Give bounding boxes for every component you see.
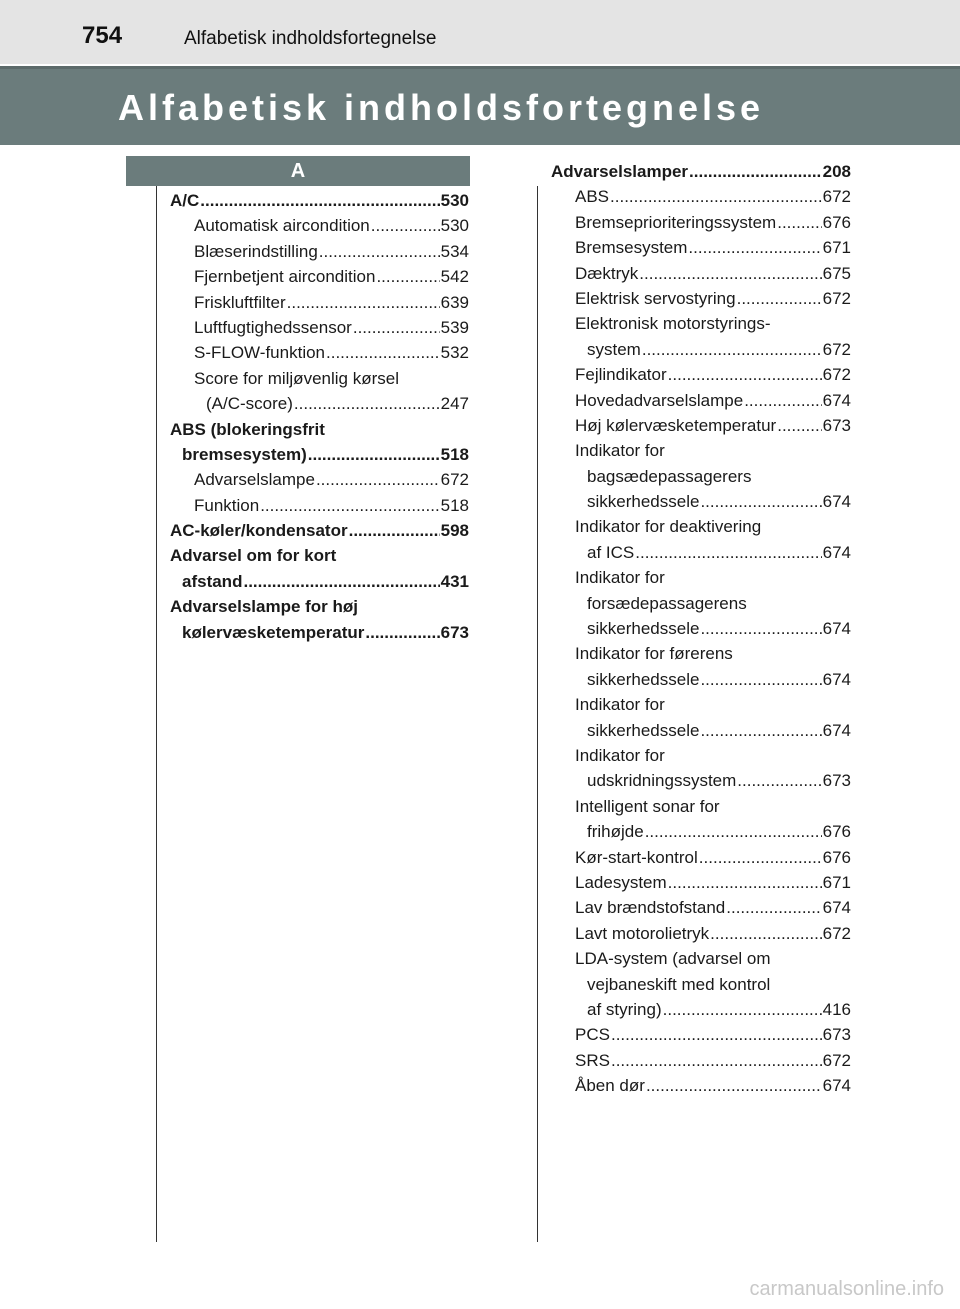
index-entry-line: Advarselslampe for høj — [170, 597, 359, 617]
watermark: carmanualsonline.info — [749, 1278, 944, 1300]
index-subentry: Fejlindikator ..... 672 — [551, 362, 851, 387]
index-column-right — [551, 159, 851, 1098]
index-subentry: frihøjde ..... 676 — [551, 819, 851, 844]
index-subentry: Lavt motorolietryk ..... 672 — [551, 921, 851, 946]
index-subentry-line: Indikator for førerens — [575, 644, 733, 664]
index-subentry: Kør-start-kontrol ..... 676 — [551, 845, 851, 870]
column-divider-right — [537, 186, 538, 1242]
index-subentry-line: Elektronisk motorstyrings- — [575, 314, 771, 334]
index-subentry-line: forsædepassagerens — [587, 593, 747, 613]
index-subentry: sikkerhedssele ..... 674 — [551, 667, 851, 692]
index-subentry: SRS ..... 672 — [551, 1048, 851, 1073]
index-entry-line: ABS (blokeringsfrit — [170, 419, 325, 439]
index-entry: A/C ..... 530 — [170, 188, 469, 213]
index-subentry-line: Indikator for — [575, 695, 665, 715]
index-subentry-line: Intelligent sonar for — [575, 796, 720, 816]
index-subentry: Hovedadvarselslampe ..... 674 — [551, 388, 851, 413]
index-subentry: Bremsesystem ..... 671 — [551, 235, 851, 260]
index-subentry: Åben dør ..... 674 — [551, 1073, 851, 1098]
index-subentry: af ICS ..... 674 — [551, 540, 851, 565]
index-subentry: Advarselslampe ..... 672 — [170, 467, 469, 492]
index-subentry: sikkerhedssele ..... 674 — [551, 489, 851, 514]
index-subentry: system ..... 672 — [551, 337, 851, 362]
index-subentry: (A/C-score) ..... 247 — [170, 391, 469, 416]
index-subentry: Friskluftfilter ..... 639 — [170, 290, 469, 315]
page-header-bar — [0, 0, 960, 64]
index-subentry: udskridningssystem ..... 673 — [551, 768, 851, 793]
index-subentry: Dæktryk ..... 675 — [551, 261, 851, 286]
index-subentry-line: LDA-system (advarsel om — [575, 949, 771, 969]
index-subentry: sikkerhedssele ..... 674 — [551, 616, 851, 641]
letter-heading: A — [126, 156, 470, 186]
banner-title: Alfabetisk indholdsfortegnelse — [118, 87, 765, 128]
index-subentry: af styring) ..... 416 — [551, 997, 851, 1022]
index-entry: afstand ..... 431 — [170, 569, 469, 594]
index-subentry: Høj kølervæsketemperatur ..... 673 — [551, 413, 851, 438]
index-subentry: Ladesystem ..... 671 — [551, 870, 851, 895]
page-number: 754 — [82, 22, 123, 49]
index-entry: AC-køler/kondensator ..... 598 — [170, 518, 469, 543]
index-subentry-line: Indikator for — [575, 568, 665, 588]
index-entry: Advarselslamper ..... 208 — [551, 159, 851, 184]
index-subentry: Fjernbetjent aircondition ..... 542 — [170, 264, 469, 289]
index-subentry-line: Indikator for deaktivering — [575, 517, 762, 537]
index-subentry-line: bagsædepassagerers — [587, 466, 752, 486]
index-subentry: sikkerhedssele ..... 674 — [551, 718, 851, 743]
index-subentry: Funktion ..... 518 — [170, 493, 469, 518]
column-divider-left — [156, 186, 157, 1242]
index-subentry: PCS ..... 673 — [551, 1022, 851, 1047]
index-subentry: Blæserindstilling ..... 534 — [170, 239, 469, 264]
index-subentry: Bremseprioriteringssystem ..... 676 — [551, 210, 851, 235]
index-subentry-line: vejbaneskift med kontrol — [587, 974, 771, 994]
index-entry-line: Advarsel om for kort — [170, 546, 337, 566]
index-subentry: Luftfugtighedssensor ..... 539 — [170, 315, 469, 340]
index-subentry-line: Indikator for — [575, 441, 665, 461]
index-subentry-line: Indikator for — [575, 745, 665, 765]
index-subentry: Elektrisk servostyring ..... 672 — [551, 286, 851, 311]
index-subentry-line: Score for miljøvenlig kørsel — [194, 368, 399, 388]
running-header-title: Alfabetisk indholdsfortegnelse — [184, 28, 437, 49]
index-column-left — [170, 188, 469, 645]
index-entry: kølervæsketemperatur ..... 673 — [170, 620, 469, 645]
index-subentry: S-FLOW-funktion ..... 532 — [170, 340, 469, 365]
index-subentry: Lav brændstofstand ..... 674 — [551, 895, 851, 920]
index-entry: bremsesystem) ..... 518 — [170, 442, 469, 467]
index-subentry: ABS ..... 672 — [551, 184, 851, 209]
section-banner — [0, 66, 960, 145]
index-subentry: Automatisk aircondition ..... 530 — [170, 213, 469, 238]
